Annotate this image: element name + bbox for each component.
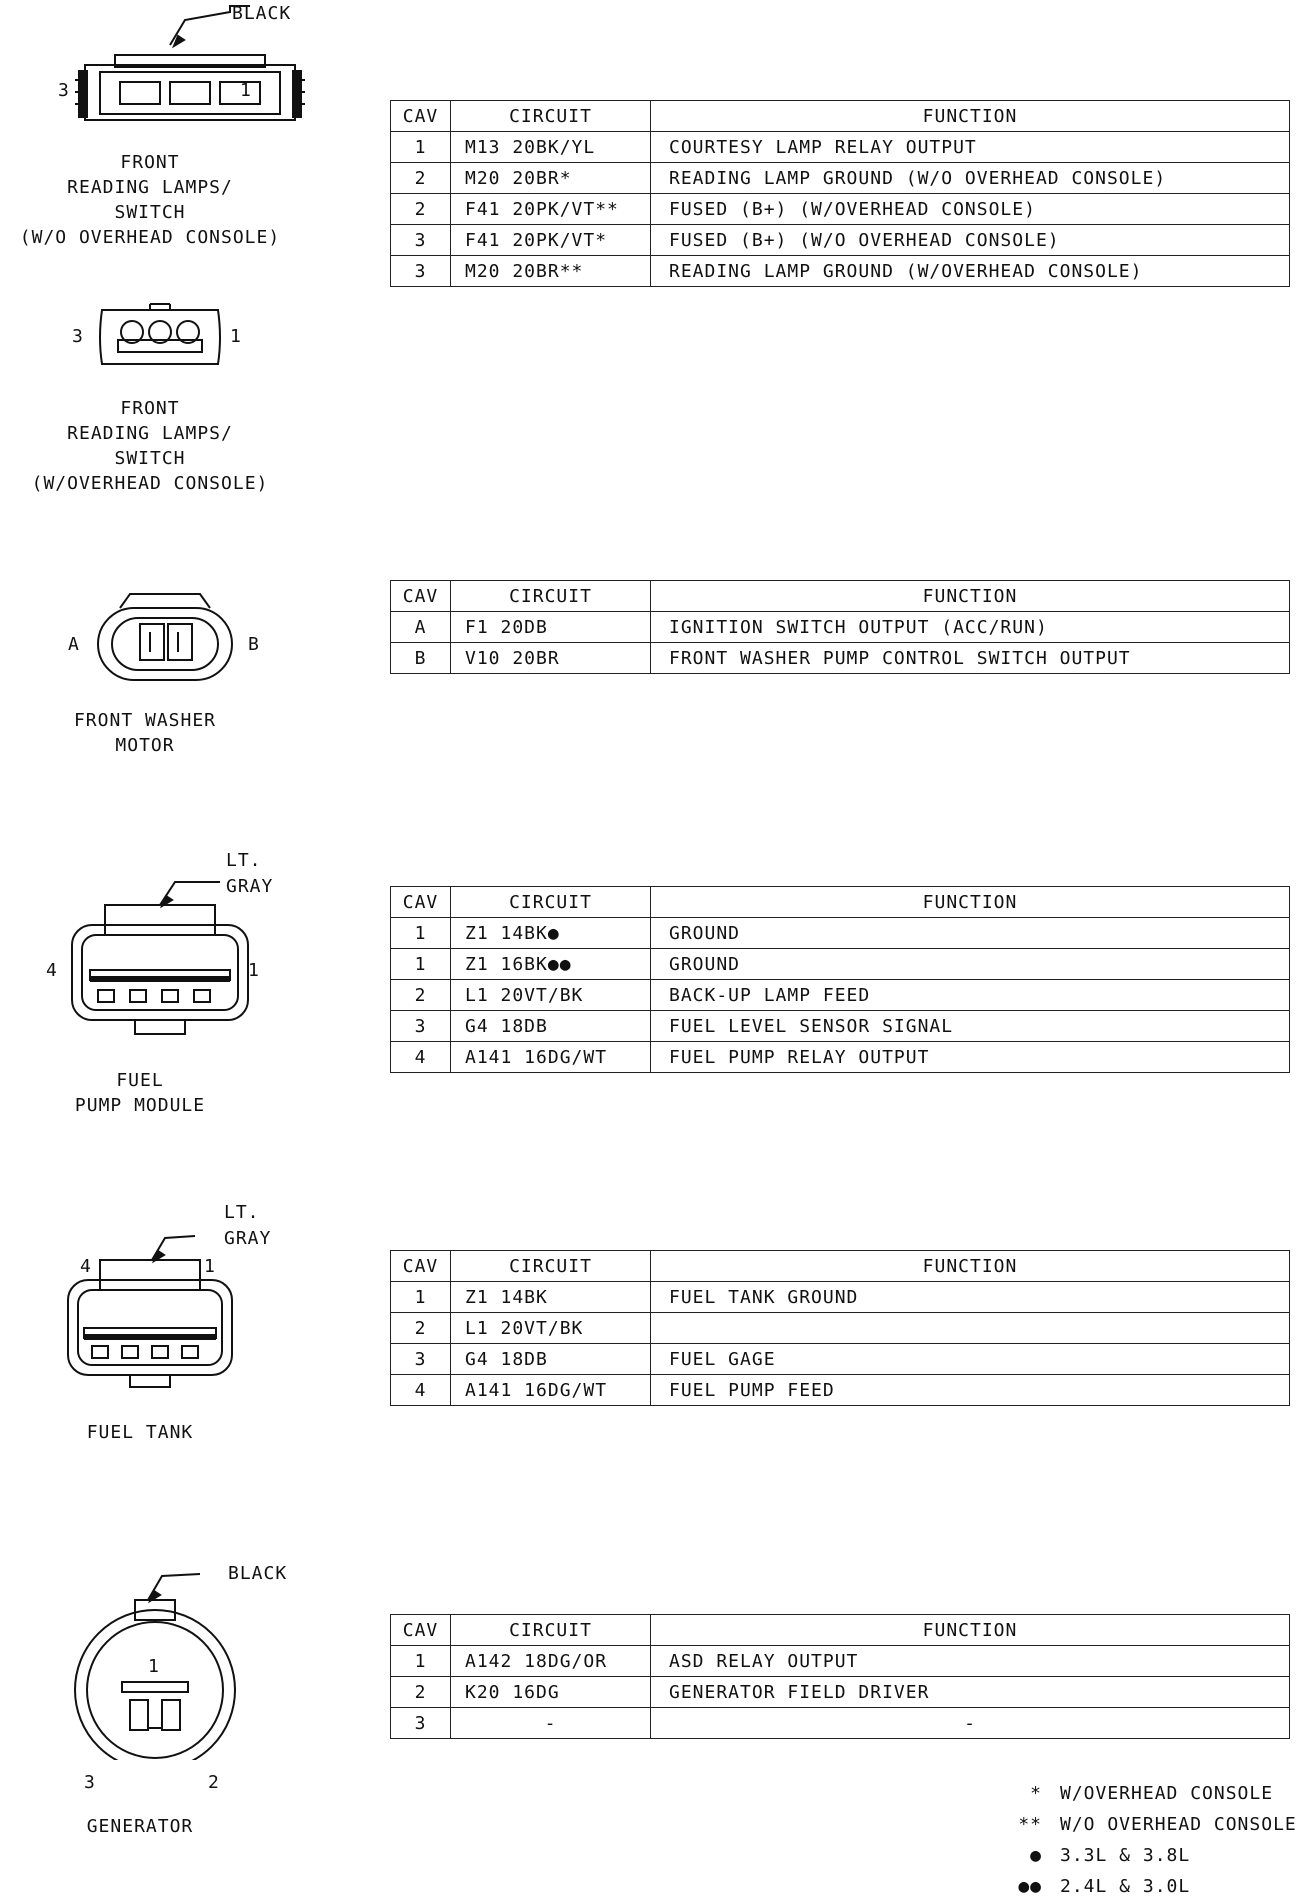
header-cav: CAV — [391, 887, 451, 918]
label-line: FRONT — [120, 398, 180, 419]
cell-function: FUSED (B+) (W/OVERHEAD CONSOLE) — [651, 194, 1290, 225]
cell-circuit: Z1 14BK — [451, 1282, 651, 1313]
color-label-black: BLACK — [228, 1563, 288, 1584]
pinout-table-washer-motor — [390, 580, 1290, 674]
cell-function: BACK-UP LAMP FEED — [651, 980, 1290, 1011]
pin-label-left: 4 — [46, 960, 58, 981]
cell-circuit: A142 18DG/OR — [451, 1646, 651, 1677]
label-line: READING LAMPS/ — [67, 177, 233, 198]
table-row — [391, 194, 1290, 225]
connector-drawing-reading-lamps-w — [90, 298, 230, 373]
legend-item — [990, 1871, 1297, 1902]
label-line: SWITCH — [114, 202, 186, 223]
cell-function: READING LAMP GROUND (W/O OVERHEAD CONSOLE) — [651, 163, 1290, 194]
cell-function: READING LAMP GROUND (W/OVERHEAD CONSOLE) — [651, 256, 1290, 287]
cell-function: FRONT WASHER PUMP CONTROL SWITCH OUTPUT — [651, 643, 1290, 674]
header-function: FUNCTION — [651, 887, 1290, 918]
connector-drawing-washer-motor — [90, 588, 240, 688]
legend-item — [990, 1809, 1297, 1840]
cell-cav: 3 — [391, 1344, 451, 1375]
cell-function: COURTESY LAMP RELAY OUTPUT — [651, 132, 1290, 163]
table-header — [391, 101, 1290, 132]
cell-circuit: F1 20DB — [451, 612, 651, 643]
cell-cav: 3 — [391, 1708, 451, 1739]
header-function: FUNCTION — [651, 581, 1290, 612]
pin-label-left: 4 — [80, 1256, 92, 1277]
table-row — [391, 643, 1290, 674]
cell-circuit: Z1 14BK● — [451, 918, 651, 949]
pinout-table-fuel-pump-module — [390, 886, 1290, 1073]
header-cav: CAV — [391, 101, 451, 132]
label-line: (W/O OVERHEAD CONSOLE) — [19, 227, 281, 248]
pin-label-right: 1 — [230, 326, 242, 347]
cell-function: GROUND — [651, 949, 1290, 980]
cell-function: FUEL PUMP FEED — [651, 1375, 1290, 1406]
color-line: GRAY — [226, 876, 274, 897]
cell-cav: A — [391, 612, 451, 643]
cell-cav: 1 — [391, 1282, 451, 1313]
cell-cav: 4 — [391, 1042, 451, 1073]
table-header — [391, 1615, 1290, 1646]
cell-cav: 3 — [391, 256, 451, 287]
pin-label-left: 3 — [58, 80, 70, 101]
cell-cav: 1 — [391, 132, 451, 163]
cell-function: GENERATOR FIELD DRIVER — [651, 1677, 1290, 1708]
table-header — [391, 887, 1290, 918]
color-label-lt-gray — [226, 848, 273, 900]
table-header — [391, 581, 1290, 612]
table-row — [391, 163, 1290, 194]
table-row — [391, 256, 1290, 287]
legend-text: W/O OVERHEAD CONSOLE — [1060, 1814, 1297, 1835]
cell-circuit: A141 16DG/WT — [451, 1375, 651, 1406]
pinout-table-fuel-tank — [390, 1250, 1290, 1406]
connector-label — [0, 150, 300, 250]
label-line: GENERATOR — [86, 1816, 194, 1837]
table-row — [391, 1344, 1290, 1375]
cell-circuit: G4 18DB — [451, 1011, 651, 1042]
cell-circuit: F41 20PK/VT* — [451, 225, 651, 256]
cell-cav: 3 — [391, 1011, 451, 1042]
color-line: GRAY — [224, 1228, 272, 1249]
legend-item — [990, 1840, 1297, 1871]
cell-circuit: L1 20VT/BK — [451, 1313, 651, 1344]
table-row — [391, 1677, 1290, 1708]
connector-label — [0, 1068, 280, 1118]
header-circuit: CIRCUIT — [451, 101, 651, 132]
cell-cav: 1 — [391, 1646, 451, 1677]
pin-label-top: 1 — [148, 1656, 160, 1677]
cell-cav: 2 — [391, 1677, 451, 1708]
table-row — [391, 225, 1290, 256]
table-row — [391, 980, 1290, 1011]
pin-label-right: 1 — [248, 960, 260, 981]
cell-function: FUEL PUMP RELAY OUTPUT — [651, 1042, 1290, 1073]
cell-function: FUEL LEVEL SENSOR SIGNAL — [651, 1011, 1290, 1042]
header-function: FUNCTION — [651, 101, 1290, 132]
label-line: SWITCH — [114, 448, 186, 469]
cell-circuit: A141 16DG/WT — [451, 1042, 651, 1073]
cell-cav: 1 — [391, 918, 451, 949]
label-line: READING LAMPS/ — [67, 423, 233, 444]
header-cav: CAV — [391, 581, 451, 612]
table-row — [391, 612, 1290, 643]
pin-label-right: B — [248, 634, 260, 655]
connector-label — [0, 708, 290, 758]
cell-cav: 2 — [391, 980, 451, 1011]
table-row — [391, 1282, 1290, 1313]
connector-label — [0, 396, 300, 496]
legend-symbol: ** — [1018, 1814, 1042, 1835]
table-header — [391, 1251, 1290, 1282]
label-line: (W/OVERHEAD CONSOLE) — [31, 473, 269, 494]
header-cav: CAV — [391, 1251, 451, 1282]
cell-function: FUSED (B+) (W/O OVERHEAD CONSOLE) — [651, 225, 1290, 256]
pinout-table-reading-lamps-wo — [390, 100, 1290, 287]
connector-drawing-fuel-tank — [60, 1230, 240, 1390]
header-circuit: CIRCUIT — [451, 1615, 651, 1646]
cell-cav: 2 — [391, 163, 451, 194]
color-label-black: BLACK — [232, 3, 292, 24]
cell-circuit: - — [451, 1708, 651, 1739]
pin-label-right: 1 — [204, 1256, 216, 1277]
table-row — [391, 1042, 1290, 1073]
table-row — [391, 1011, 1290, 1042]
legend — [990, 1778, 1297, 1902]
header-circuit: CIRCUIT — [451, 581, 651, 612]
header-function: FUNCTION — [651, 1615, 1290, 1646]
pin-label-right: 2 — [208, 1772, 220, 1793]
cell-circuit: L1 20VT/BK — [451, 980, 651, 1011]
legend-text: 2.4L & 3.0L — [1060, 1876, 1191, 1897]
cell-cav: 2 — [391, 194, 451, 225]
cell-function — [651, 1313, 1290, 1344]
cell-circuit: G4 18DB — [451, 1344, 651, 1375]
connector-label — [0, 1814, 280, 1839]
cell-function: GROUND — [651, 918, 1290, 949]
pin-label-left: 3 — [84, 1772, 96, 1793]
cell-cav: B — [391, 643, 451, 674]
cell-cav: 1 — [391, 949, 451, 980]
legend-item — [990, 1778, 1297, 1809]
table-row — [391, 132, 1290, 163]
table-row — [391, 1646, 1290, 1677]
table-row — [391, 1375, 1290, 1406]
connector-label — [0, 1420, 280, 1445]
cell-function: IGNITION SWITCH OUTPUT (ACC/RUN) — [651, 612, 1290, 643]
label-line: FUEL — [116, 1070, 164, 1091]
label-line: FUEL TANK — [86, 1422, 194, 1443]
header-circuit: CIRCUIT — [451, 887, 651, 918]
label-line: FRONT WASHER — [73, 710, 217, 731]
cell-function: - — [651, 1708, 1290, 1739]
legend-text: 3.3L & 3.8L — [1060, 1845, 1191, 1866]
cell-circuit: Z1 16BK●● — [451, 949, 651, 980]
pinout-table-generator — [390, 1614, 1290, 1739]
table-row — [391, 1708, 1290, 1739]
color-label-lt-gray — [224, 1200, 271, 1252]
cell-circuit: F41 20PK/VT** — [451, 194, 651, 225]
cell-function: FUEL GAGE — [651, 1344, 1290, 1375]
label-line: MOTOR — [115, 735, 175, 756]
label-line: FRONT — [120, 152, 180, 173]
color-line: LT. — [226, 850, 262, 871]
label-line: PUMP MODULE — [74, 1095, 206, 1116]
pin-label-left: A — [68, 634, 80, 655]
cell-circuit: V10 20BR — [451, 643, 651, 674]
table-row — [391, 918, 1290, 949]
table-row — [391, 949, 1290, 980]
cell-circuit: M20 20BR* — [451, 163, 651, 194]
cell-circuit: K20 16DG — [451, 1677, 651, 1708]
header-function: FUNCTION — [651, 1251, 1290, 1282]
pin-label-right: 1 — [240, 80, 252, 101]
legend-symbol: ● — [1030, 1845, 1042, 1866]
cell-cav: 2 — [391, 1313, 451, 1344]
cell-cav: 4 — [391, 1375, 451, 1406]
cell-circuit: M20 20BR** — [451, 256, 651, 287]
cell-cav: 3 — [391, 225, 451, 256]
legend-symbol: * — [1030, 1783, 1042, 1804]
legend-symbol: ●● — [1018, 1876, 1042, 1897]
pin-label-left: 3 — [72, 326, 84, 347]
legend-text: W/OVERHEAD CONSOLE — [1060, 1783, 1274, 1804]
table-row — [391, 1313, 1290, 1344]
cell-function: FUEL TANK GROUND — [651, 1282, 1290, 1313]
color-line: LT. — [224, 1202, 260, 1223]
cell-function: ASD RELAY OUTPUT — [651, 1646, 1290, 1677]
header-cav: CAV — [391, 1615, 451, 1646]
cell-circuit: M13 20BK/YL — [451, 132, 651, 163]
header-circuit: CIRCUIT — [451, 1251, 651, 1282]
